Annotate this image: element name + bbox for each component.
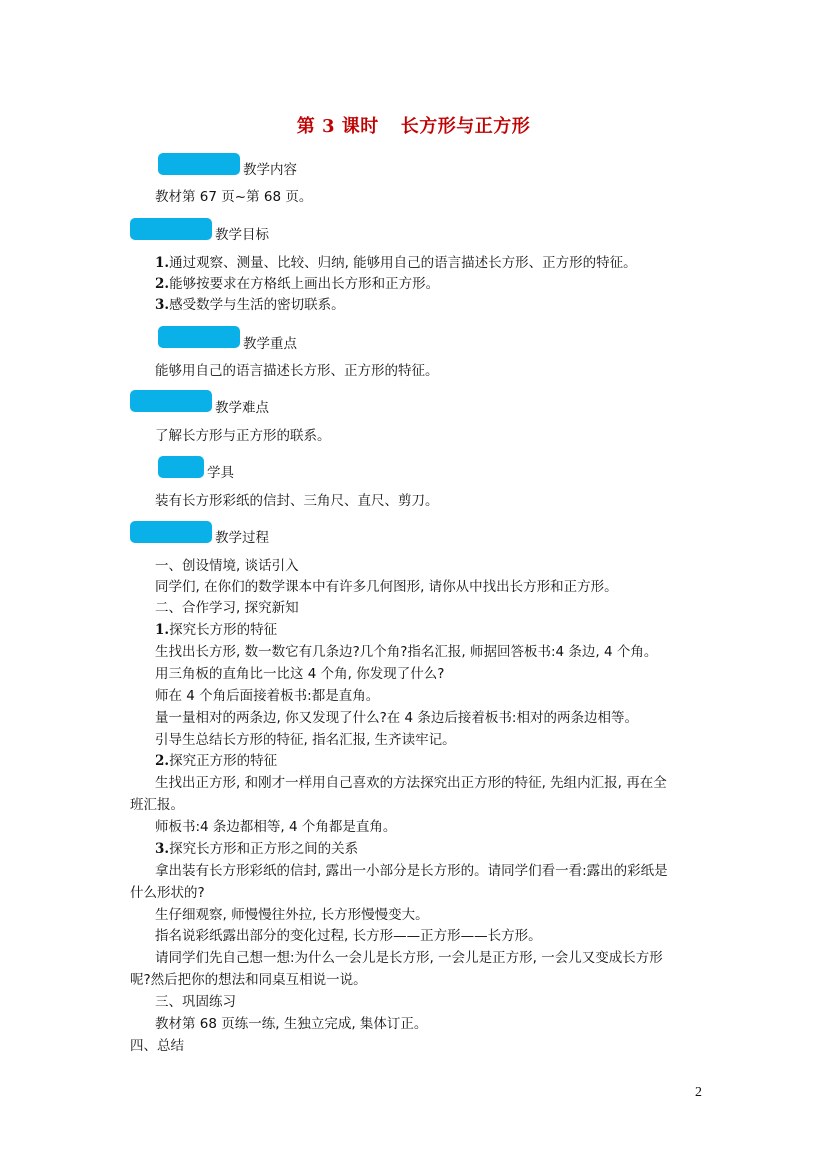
process-line: 一、创设情境, 谈话引入 (155, 558, 299, 574)
lesson-number: 第 3 课时 (296, 116, 379, 137)
section-heading-content: 教学内容 (243, 162, 297, 178)
process-line: 用三角板的直角比一比这 4 个角, 你发现了什么? (155, 666, 445, 682)
process-line: 生找出长方形, 数一数它有几条边?几个角?指名汇报, 师据回答板书:4 条边, 4 个角。 (155, 644, 658, 660)
process-line: 同学们, 在你们的数学课本中有许多几何图形, 请你从中找出长方形和正方形。 (155, 579, 618, 595)
page-number: 2 (695, 1085, 702, 1100)
process-line: 生仔细观察, 师慢慢往外拉, 长方形慢慢变大。 (155, 907, 429, 923)
process-line: 四、总结 (130, 1038, 184, 1054)
lesson-topic: 长方形与正方形 (400, 116, 531, 137)
process-line: 生找出正方形, 和刚才一样用自己喜欢的方法探究出正方形的特征, 先组内汇报, 再在全 (155, 775, 667, 791)
process-line: 师板书:4 条边都相等, 4 个角都是直角。 (155, 819, 397, 835)
section-marker-content (158, 153, 240, 175)
process-line: 班汇报。 (130, 797, 184, 813)
section-heading-process: 教学过程 (215, 530, 269, 546)
tools-text: 装有长方形彩纸的信封、三角尺、直尺、剪刀。 (155, 493, 439, 509)
content-text: 教材第 67 页~第 68 页。 (155, 189, 313, 205)
process-line: 三、巩固练习 (155, 994, 236, 1010)
process-line: 二、合作学习, 探究新知 (155, 600, 299, 616)
process-line: 2.探究正方形的特征 (155, 753, 278, 769)
section-heading-difficulty: 教学难点 (215, 400, 269, 416)
key-text: 能够用自己的语言描述长方形、正方形的特征。 (155, 363, 439, 379)
section-marker-difficulty (130, 390, 212, 412)
process-line: 量一量相对的两条边, 你又发现了什么?在 4 条边后接着板书:相对的两条边相等。 (155, 710, 638, 726)
section-marker-goals (130, 218, 212, 240)
goal-item-2: 2.能够按要求在方格纸上画出长方形和正方形。 (155, 276, 440, 292)
process-line: 什么形状的? (130, 885, 205, 901)
section-marker-process (130, 521, 212, 543)
process-line: 请同学们先自己想一想:为什么一会儿是长方形, 一会儿是正方形, 一会儿又变成长方形 (155, 950, 663, 966)
section-heading-tools: 学具 (207, 465, 234, 481)
difficulty-text: 了解长方形与正方形的联系。 (155, 428, 331, 444)
goal-item-3: 3.感受数学与生活的密切联系。 (155, 297, 345, 313)
section-heading-key: 教学重点 (243, 336, 297, 352)
process-line: 教材第 68 页练一练, 生独立完成, 集体订正。 (155, 1016, 428, 1032)
process-line: 呢?然后把你的想法和同桌互相说一说。 (130, 972, 367, 988)
process-line: 拿出装有长方形彩纸的信封, 露出一小部分是长方形的。请同学们看一看:露出的彩纸是 (155, 863, 668, 879)
goal-item-1: 1.通过观察、测量、比较、归纳, 能够用自己的语言描述长方形、正方形的特征。 (155, 255, 637, 271)
process-line: 1.探究长方形的特征 (155, 622, 278, 638)
section-marker-tools (158, 456, 204, 478)
section-heading-goals: 教学目标 (215, 227, 269, 243)
section-marker-key (158, 326, 240, 348)
process-line: 引导生总结长方形的特征, 指名汇报, 生齐读牢记。 (155, 732, 456, 748)
process-line: 指名说彩纸露出部分的变化过程, 长方形——正方形——长方形。 (155, 928, 542, 944)
process-line: 3.探究长方形和正方形之间的关系 (155, 841, 359, 857)
process-line: 师在 4 个角后面接着板书:都是直角。 (155, 688, 380, 704)
page-title (0, 112, 827, 138)
